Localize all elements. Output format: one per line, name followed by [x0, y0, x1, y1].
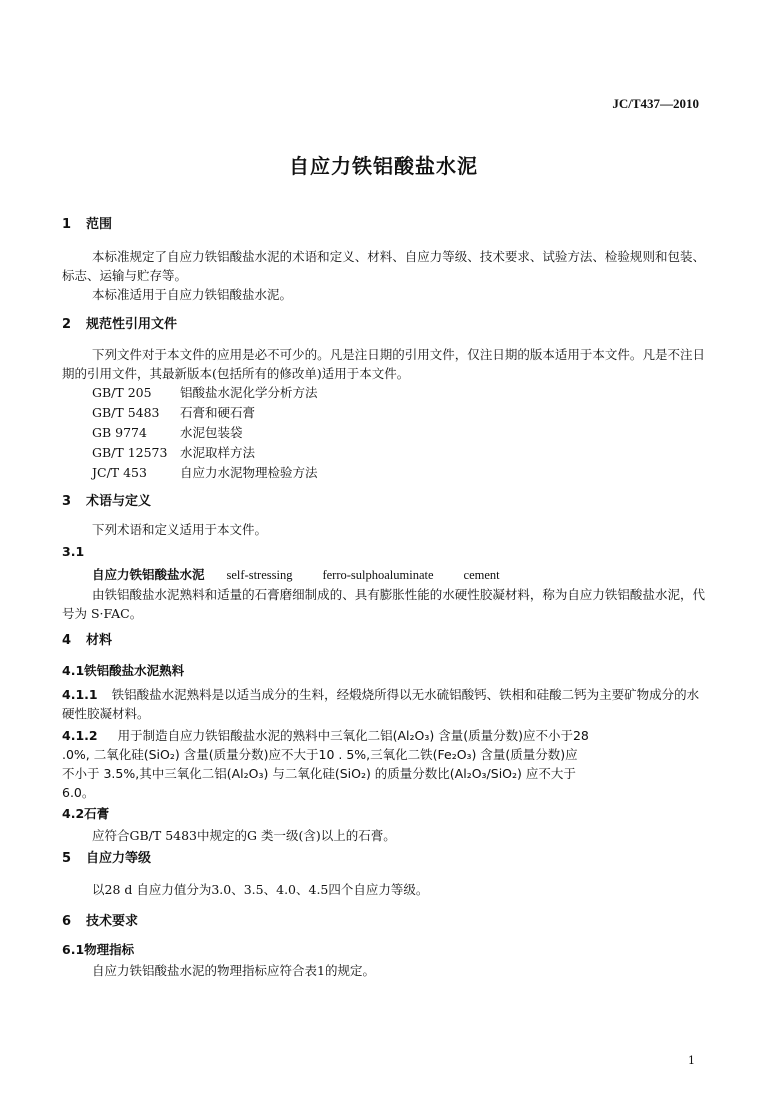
reference-item: GB/T 12573 水泥取样方法	[92, 445, 256, 460]
section-6-heading: 6 技术要求	[62, 914, 139, 929]
clause-paragraph: 4.1.1 铁铝酸盐水泥熟料是以适当成分的生料，经煅烧所得以无水硫铝酸钙、铁相和硅酸二钙为主要矿物成分的水硬性胶凝材料。	[62, 687, 700, 721]
reference-item: JC/T 453 自应力水泥物理检验方法	[92, 465, 318, 480]
page-number: 1	[688, 1054, 695, 1067]
paragraph: 本标准适用于自应力铁铝酸盐水泥。	[92, 287, 293, 302]
section-3-heading: 3 术语与定义	[62, 494, 152, 509]
standard-code: JC/T437—2010	[612, 96, 699, 111]
reference-item: GB/T 205 铝酸盐水泥化学分析方法	[92, 385, 318, 400]
section-3-body	[62, 520, 705, 623]
paragraph: 应符合GB/T 5483中规定的G 类一级(含)以上的石膏。	[92, 828, 396, 843]
clause-paragraph: 4.1.2 用于制造自应力铁铝酸盐水泥的熟料中三氧化二铝(Al₂O₃) 含量(质量分数)应不小于28 .0%, 二氧化硅(SiO₂) 含量(质量分数)应不大于10 . 5%,三氧化二铁(Fe₂O₃) 含量(质量分数)应 不小于 3.5%,其中三氧化二铝(Al₂O₃) 与二氧化硅(SiO₂) 的质量分数比(Al₂O₃/SiO₂) 应不大于 6.0。	[62, 728, 589, 800]
reference-item: GB/T 5483 石膏和硬石膏	[92, 405, 256, 420]
document-title: 自应力铁铝酸盐水泥	[289, 154, 478, 178]
term-english: ferro-sulphoaluminate	[322, 568, 434, 582]
subsection-heading: 4.2石膏	[62, 806, 110, 821]
section-6-body	[62, 941, 705, 980]
term-english: cement	[463, 568, 500, 582]
term-entry	[62, 565, 705, 585]
section-5-heading: 5 自应力等级	[62, 851, 152, 866]
paragraph: 下列文件对于本文件的应用是必不可少的。凡是注日期的引用文件，仅注日期的版本适用于本文件。凡是不注日期的引用文件，其最新版本(包括所有的修改单)适用于本文件。	[62, 347, 705, 381]
section-1-body	[62, 247, 705, 304]
term-chinese: 自应力铁铝酸盐水泥	[92, 567, 205, 582]
clause-number: 3.1	[62, 544, 85, 559]
section-1-heading: 1 范围	[62, 217, 113, 232]
term-english: self-stressing	[226, 568, 293, 582]
section-4-body	[62, 662, 705, 845]
section-4-heading: 4 材料	[62, 633, 113, 648]
section-2-body	[62, 345, 705, 483]
paragraph: 自应力铁铝酸盐水泥的物理指标应符合表1的规定。	[92, 963, 375, 978]
subsection-heading: 6.1物理指标	[62, 942, 135, 957]
section-2-heading: 2 规范性引用文件	[62, 317, 178, 332]
paragraph: 下列术语和定义适用于本文件。	[92, 522, 268, 537]
section-5-body	[62, 880, 705, 899]
paragraph: 以28 d 自应力值分为3.0、3.5、4.0、4.5四个自应力等级。	[92, 882, 429, 897]
reference-item: GB 9774 水泥包装袋	[92, 425, 243, 440]
term-definition: 由铁铝酸盐水泥熟料和适量的石膏磨细制成的、具有膨胀性能的水硬性胶凝材料，称为自应力铁铝酸盐水泥，代号为 S·FAC。	[62, 587, 705, 621]
subsection-heading: 4.1铁铝酸盐水泥熟料	[62, 663, 185, 678]
paragraph: 本标准规定了自应力铁铝酸盐水泥的术语和定义、材料、自应力等级、技术要求、试验方法、检验规则和包装、标志、运输与贮存等。	[62, 249, 705, 283]
